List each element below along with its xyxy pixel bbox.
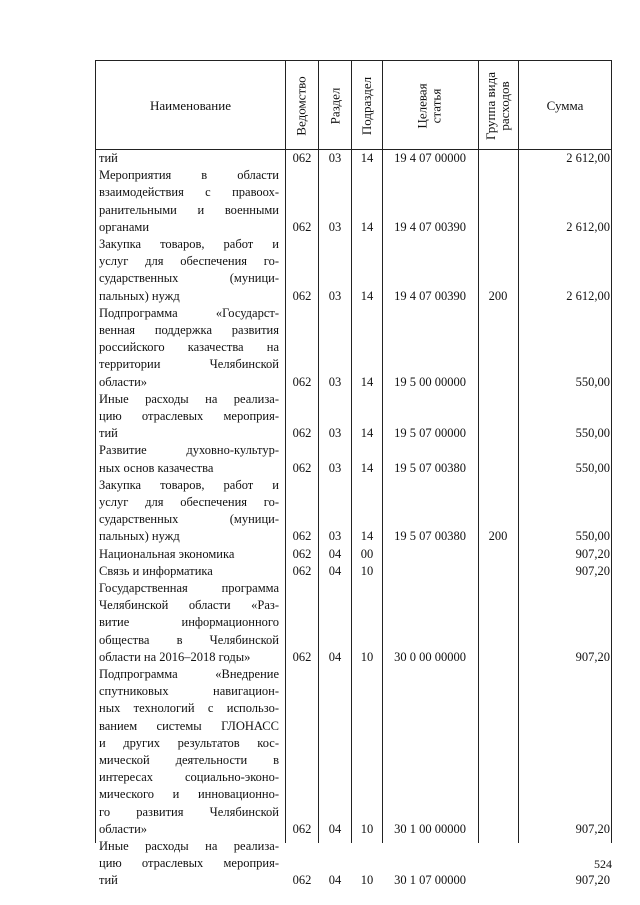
header-ved-label: Ведомство xyxy=(294,75,309,136)
row-name-line: цию отраслевых мероприя- xyxy=(99,408,279,423)
row-razdel: 03 xyxy=(328,460,342,475)
row-razdel: 03 xyxy=(328,219,342,234)
row-name-line: Закупка товаров, работ и xyxy=(99,477,279,492)
row-name xyxy=(99,305,279,391)
row-podrazdel: 14 xyxy=(360,460,374,475)
row-podrazdel: 14 xyxy=(360,374,374,389)
row-podrazdel: 14 xyxy=(360,219,374,234)
row-podrazdel: 10 xyxy=(360,649,374,664)
row-ved: 062 xyxy=(292,288,312,303)
row-razdel: 04 xyxy=(328,563,342,578)
row-name-line: услуг для обеспечения го- xyxy=(99,494,279,509)
row-ved: 062 xyxy=(292,563,312,578)
row-name-line: области» xyxy=(99,821,148,836)
row-celevaya: 19 5 07 00380 xyxy=(394,460,466,475)
row-summa: 550,00 xyxy=(575,529,610,544)
header-gruppa-line-2: расходов xyxy=(497,80,513,131)
row-summa: 907,20 xyxy=(575,649,610,664)
row-razdel: 04 xyxy=(328,649,342,664)
row-razdel: 04 xyxy=(328,546,342,561)
header-gruppa-label xyxy=(484,72,512,140)
row-summa: 2 612,00 xyxy=(566,219,610,234)
row-summa: 907,20 xyxy=(575,873,610,888)
row-name-line: интересах социально-эконо- xyxy=(99,770,279,785)
header-razdel-label: Раздел xyxy=(327,87,342,124)
header-name xyxy=(96,61,285,150)
row-ved: 062 xyxy=(292,219,312,234)
row-summa: 2 612,00 xyxy=(566,288,610,303)
row-summa: 550,00 xyxy=(575,374,610,389)
row-name-line: мического и инновационно- xyxy=(99,787,279,802)
row-name xyxy=(99,442,279,476)
row-podrazdel: 14 xyxy=(360,288,374,303)
row-name-line: пальных) нужд xyxy=(99,529,180,544)
row-ved: 062 xyxy=(292,873,312,888)
row-name-line: тий xyxy=(99,151,118,165)
row-name-line: тий xyxy=(99,426,118,441)
row-name-line: области» xyxy=(99,374,148,389)
row-name-line: Связь и информатика xyxy=(99,563,213,578)
row-summa: 907,20 xyxy=(575,546,610,561)
row-razdel: 03 xyxy=(328,288,342,303)
header-ved xyxy=(286,61,318,150)
row-celevaya: 30 1 07 00000 xyxy=(394,873,466,888)
row-podrazdel: 14 xyxy=(360,151,374,165)
row-name-line: услуг для обеспечения го- xyxy=(99,254,279,269)
row-name-line: Государственная программа xyxy=(99,581,279,595)
row-name xyxy=(99,563,279,580)
row-name xyxy=(99,167,279,236)
row-celevaya: 19 5 00 00000 xyxy=(394,374,466,389)
row-celevaya: 19 4 07 00390 xyxy=(394,288,466,303)
row-ved: 062 xyxy=(292,821,312,836)
row-summa: 550,00 xyxy=(575,460,610,475)
row-name-line: витие информационного xyxy=(99,615,279,630)
row-summa: 550,00 xyxy=(575,426,610,441)
row-name-line: Челябинской области «Раз- xyxy=(99,598,279,613)
row-name xyxy=(99,477,279,546)
row-podrazdel: 00 xyxy=(360,546,374,561)
row-name-line: Подпрограмма «Государст- xyxy=(99,305,279,320)
row-razdel: 03 xyxy=(328,151,342,165)
row-name-line: и других результатов кос- xyxy=(99,735,279,750)
row-name-line: ранительными и военными xyxy=(99,202,279,217)
row-name-line: го развития Челябинской xyxy=(99,804,279,819)
header-summa-label: Сумма xyxy=(546,97,584,113)
header-podrazdel-label: Подраздел xyxy=(359,76,375,135)
row-ved: 062 xyxy=(292,649,312,664)
header-razdel xyxy=(319,61,351,150)
row-celevaya: 19 4 07 00000 xyxy=(394,151,466,165)
row-name-line: российского казачества на xyxy=(99,340,279,355)
row-name-line: органами xyxy=(99,219,150,234)
row-name-line: Закупка товаров, работ и xyxy=(99,237,279,251)
row-name-line: венная поддержка развития xyxy=(99,322,279,337)
row-ved: 062 xyxy=(292,529,312,544)
row-celevaya: 19 5 07 00380 xyxy=(394,529,466,544)
header-name-label: Наименование xyxy=(150,97,231,113)
row-razdel: 03 xyxy=(328,426,342,441)
row-summa: 2 612,00 xyxy=(566,151,610,165)
row-name-line: территории Челябинской xyxy=(99,357,279,372)
row-podrazdel: 14 xyxy=(360,529,374,544)
row-name-line: Иные расходы на реализа- xyxy=(99,839,279,853)
row-gruppa: 200 xyxy=(488,288,508,303)
row-celevaya: 30 0 00 00000 xyxy=(394,649,466,664)
row-name-line: Национальная экономика xyxy=(99,546,235,561)
row-name-line: Развитие духовно-культур- xyxy=(99,443,279,458)
row-name-line: цию отраслевых мероприя- xyxy=(99,856,279,871)
row-name-line: области на 2016–2018 годы» xyxy=(99,649,251,664)
header-gruppa xyxy=(478,61,518,150)
header-celevaya-line-1: Целевая xyxy=(414,82,430,129)
row-summa: 907,20 xyxy=(575,563,610,578)
row-razdel: 03 xyxy=(328,374,342,389)
row-name xyxy=(99,580,279,666)
row-name-line: сударственных (муници- xyxy=(99,271,279,286)
row-name-line: ных технологий с использо- xyxy=(99,701,279,716)
row-podrazdel: 10 xyxy=(360,563,374,578)
row-name-line: пальных) нужд xyxy=(99,288,180,303)
row-name xyxy=(99,150,279,167)
row-ved: 062 xyxy=(292,546,312,561)
row-name-line: Мероприятия в области xyxy=(99,168,279,183)
row-podrazdel: 14 xyxy=(360,426,374,441)
row-name xyxy=(99,236,279,305)
table-header xyxy=(96,61,611,150)
header-celevaya-line-2: статья xyxy=(428,88,444,123)
row-celevaya: 30 1 00 00000 xyxy=(394,821,466,836)
row-summa: 907,20 xyxy=(575,821,610,836)
row-name xyxy=(99,391,279,443)
header-celevaya xyxy=(382,61,478,150)
row-razdel: 04 xyxy=(328,873,342,888)
row-name-line: ных основ казачества xyxy=(99,460,214,475)
row-name-line: взаимодействия с правоох- xyxy=(99,185,279,200)
row-celevaya: 19 4 07 00390 xyxy=(394,219,466,234)
row-ved: 062 xyxy=(292,460,312,475)
row-ved: 062 xyxy=(292,151,312,165)
header-gruppa-line-1: Группа вида xyxy=(483,71,499,140)
row-razdel: 04 xyxy=(328,821,342,836)
row-name-line: тий xyxy=(99,873,118,888)
row-name-line: сударственных (муници- xyxy=(99,512,279,527)
row-name-line: ванием системы ГЛОНАСС xyxy=(99,718,279,733)
row-podrazdel: 10 xyxy=(360,821,374,836)
row-gruppa: 200 xyxy=(488,529,508,544)
header-podrazdel xyxy=(352,61,382,150)
row-name xyxy=(99,546,279,563)
page-number: 524 xyxy=(594,857,612,871)
header-celevaya-label xyxy=(416,83,444,128)
row-name-line: Подпрограмма «Внедрение xyxy=(99,667,279,681)
row-name-line: общества в Челябинской xyxy=(99,632,279,647)
row-name xyxy=(99,838,279,890)
row-ved: 062 xyxy=(292,426,312,441)
row-razdel: 03 xyxy=(328,529,342,544)
row-name-line: мической деятельности в xyxy=(99,752,279,767)
row-ved: 062 xyxy=(292,374,312,389)
row-name-line: спутниковых навигацион- xyxy=(99,684,279,699)
row-celevaya: 19 5 07 00000 xyxy=(394,426,466,441)
row-name-line: Иные расходы на реализа- xyxy=(99,391,279,406)
header-summa xyxy=(518,61,612,150)
row-podrazdel: 10 xyxy=(360,873,374,888)
row-name xyxy=(99,666,279,838)
